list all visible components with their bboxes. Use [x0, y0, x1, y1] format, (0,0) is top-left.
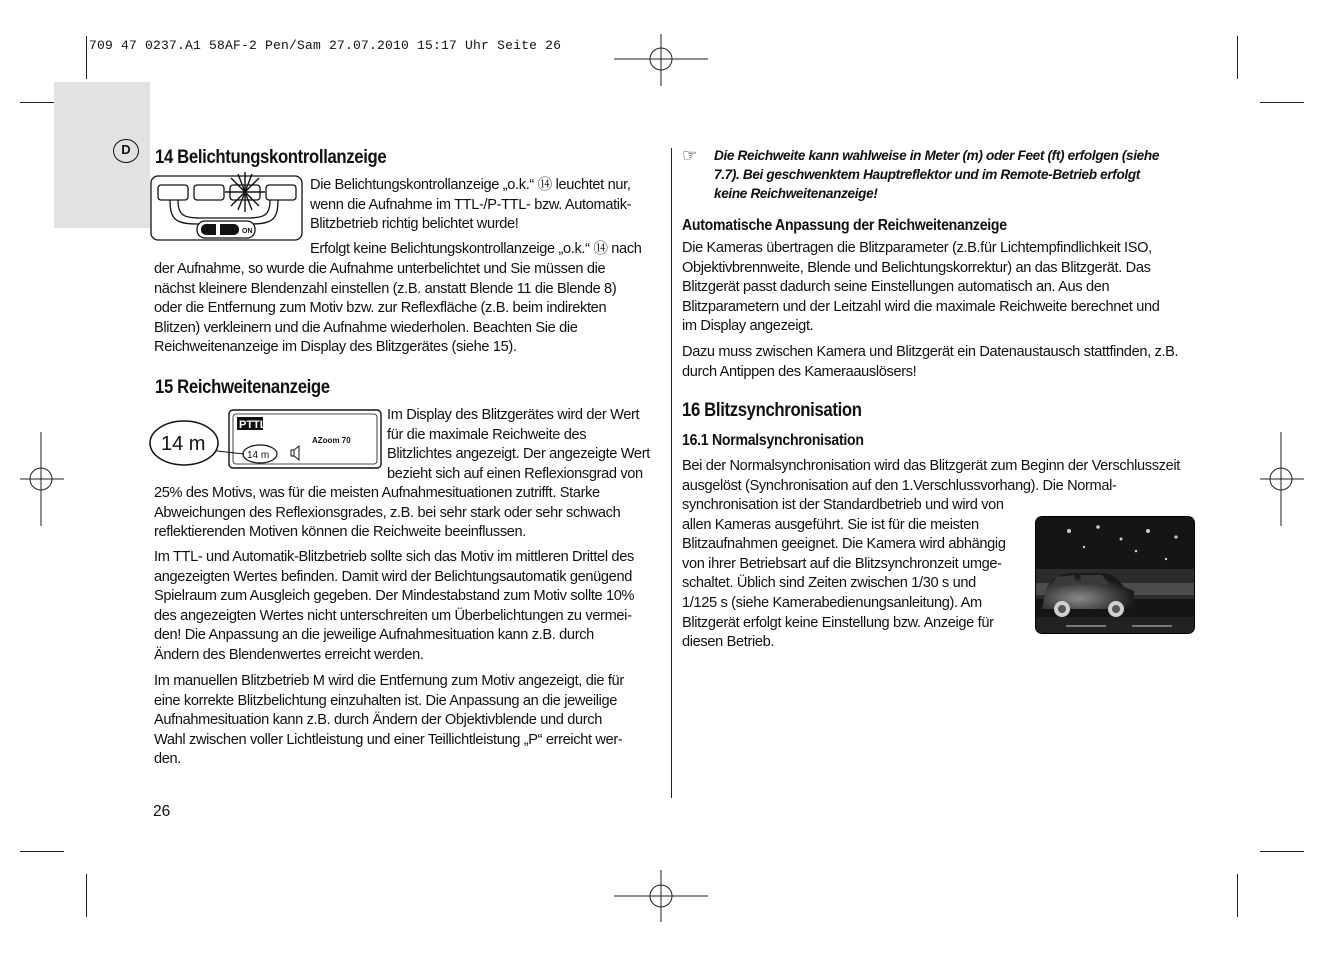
crop-mark — [86, 874, 87, 917]
auto-adjust-paragraph-1 — [682, 239, 1160, 337]
text-line: Dazu muss zwischen Kamera und Blitzgerät ein Datenaustausch stattfinden, z.B. — [682, 344, 1179, 360]
auto-adjust-title: Automatische Anpassung der Reichweitenanzeige — [682, 217, 1007, 234]
text-line: durch Antippen des Kameraauslösers! — [682, 363, 917, 380]
text-line: Blitzparametern und der Leitzahl wird die maximale Reichweite berechnet und — [682, 298, 1160, 315]
text-line: bezieht sich auf einen Reflexionsgrad von — [387, 465, 643, 482]
text-line: Blitzaufnahmen geeignet. Die Kamera wird abhängig — [682, 536, 1006, 553]
text-line: schaltet. Üblich sind Zeiten zwischen 1/30 s und — [682, 575, 976, 592]
range-display-illustration — [148, 408, 384, 470]
page-number: 26 — [153, 803, 171, 820]
text-line: allen Kameras ausgeführt. Sie ist für die meisten — [682, 516, 979, 533]
crop-mark — [1260, 851, 1304, 852]
text-line: für die maximale Reichweite des — [387, 426, 587, 443]
text-line: Abweichungen des Reflexionsgrades, z.B. bei sehr stark oder sehr schwach — [154, 504, 621, 521]
column-divider — [671, 148, 672, 798]
big-range-label: 14 m — [161, 433, 206, 455]
text-line: Blitzgerät erfolgt keine Einstellung bzw. Anzeige für — [682, 614, 994, 631]
print-header: 709 47 0237.A1 58AF-2 Pen/Sam 27.07.2010 15:17 Uhr Seite 26 — [89, 38, 562, 53]
text-line: 7.7). Bei geschwenktem Hauptreflektor und im Remote-Betrieb erfolgt — [714, 167, 1140, 182]
text-line: des angezeigten Wertes nicht unterschreiten um Überbelichtungen zu vermei- — [154, 607, 632, 624]
crop-mark — [20, 851, 64, 852]
section-15-text-right — [387, 406, 650, 484]
text-line: 25% des Motivs, was für die meisten Aufnahmesituationen zutrifft. Starke — [154, 485, 600, 501]
section-14-text-continued — [310, 240, 642, 260]
text-line: Erfolgt keine Belichtungskontrollanzeige „o.k.“ ⑭ nach — [310, 241, 642, 257]
text-line: von ihrer Betriebsart auf die Blitzsynchronzeit umge- — [682, 555, 1002, 572]
text-line: wenn die Aufnahme im TTL-/P-TTL- bzw. Automatik- — [310, 196, 632, 213]
text-line: Wahl zwischen voller Lichtleistung und einer Teillichtleistung „P“ erreicht wer- — [154, 731, 623, 748]
on-label: ON — [242, 228, 253, 235]
pttl-label: PTTL — [239, 419, 267, 431]
text-line: angezeigten Wertes befinden. Damit wird der Belichtungsautomatik genügend — [154, 568, 632, 585]
text-line: Die Belichtungskontrollanzeige „o.k.“ ⑭ leuchtet nur, — [310, 177, 631, 193]
text-line: keine Reichweitenanzeige! — [714, 186, 878, 201]
night-car-photo — [1035, 516, 1195, 634]
crop-mark — [86, 36, 87, 79]
registration-mark — [614, 34, 708, 86]
text-line: Blitzlichtes angezeigt. Der angezeigte Wert — [387, 446, 650, 463]
registration-mark — [20, 432, 64, 526]
language-badge: D — [113, 139, 139, 163]
text-line: Aufnahmesituation kann z.B. durch Ändern der Objektivblende und durch — [154, 712, 603, 729]
section-15-title: 15 Reichweitenanzeige — [155, 377, 330, 398]
text-line: im Display angezeigt. — [682, 318, 814, 335]
small-range-label: 14 m — [247, 450, 270, 461]
text-line: synchronisation ist der Standardbetrieb und wird von — [682, 497, 1004, 513]
registration-mark — [614, 870, 708, 922]
text-line: Blitzen) verkleinern und die Aufnahme wiederholen. Beachten Sie die — [154, 319, 578, 336]
zoom-label: AZoom 70 — [312, 436, 351, 445]
section-14-body — [154, 260, 616, 358]
section-15-body — [154, 484, 620, 543]
text-line: der Aufnahme, so wurde die Aufnahme unterbelichtet und Sie müssen die — [154, 261, 606, 277]
text-line: Im Display des Blitzgerätes wird der Wert — [387, 407, 640, 423]
text-line: Blitzgerät passt dadurch seine Einstellungen automatisch an. Aus den — [682, 279, 1110, 296]
crop-mark — [1237, 36, 1238, 79]
text-line: Im TTL- und Automatik-Blitzbetrieb sollte sich das Motiv im mittleren Drittel des — [154, 549, 634, 565]
text-line: ausgelöst (Synchronisation auf den 1.Verschlussvorhang). Die Normal- — [682, 477, 1117, 494]
text-line: Im manuellen Blitzbetrieb M wird die Entfernung zum Motiv angezeigt, die für — [154, 673, 624, 689]
section-15-paragraph-3 — [154, 672, 624, 770]
section-14-title: 14 Belichtungskontrollanzeige — [155, 147, 387, 168]
pointing-hand-icon: ☞ — [682, 146, 698, 165]
registration-mark — [1260, 432, 1304, 526]
text-line: Ändern des Blendenwertes erreicht werden. — [154, 646, 424, 663]
crop-mark — [1237, 874, 1238, 917]
section-15-paragraph-2 — [154, 548, 634, 666]
section-16-1-body — [682, 496, 1006, 653]
text-line: diesen Betrieb. — [682, 634, 775, 651]
text-line: reflektierenden Motiven können die Reichweite beeinflussen. — [154, 524, 526, 541]
text-line: nächst kleinere Blendenzahl einstellen (z.B. anstatt Blende 11 die Blende 8) — [154, 280, 617, 297]
text-line: Objektivbrennweite, Blende und Belichtungskorrektur) an das Blitzgerät. Das — [682, 259, 1151, 276]
text-line: Die Kameras übertragen die Blitzparameter (z.B.für Lichtempfindlichkeit ISO, — [682, 240, 1152, 256]
text-line: oder die Entfernung zum Motiv bzw. zur Reflexfläche (z.B. beim indirekten — [154, 300, 607, 317]
section-16-1-title: 16.1 Normalsynchronisation — [682, 432, 864, 449]
section-16-title: 16 Blitzsynchronisation — [682, 400, 862, 421]
exposure-control-illustration — [150, 172, 304, 244]
text-line: 1/125 s (siehe Kamerabedienungsanleitung). Am — [682, 594, 982, 611]
text-line: Blitzbetrieb richtig belichtet wurde! — [310, 216, 519, 233]
text-line: Die Reichweite kann wahlweise in Meter (m) oder Feet (ft) erfolgen (siehe — [714, 148, 1160, 163]
text-line: den. — [154, 751, 182, 768]
crop-mark — [1260, 102, 1304, 103]
range-unit-note — [714, 146, 1159, 203]
text-line: Spielraum zum Ausgleich gegeben. Der Mindestabstand zum Motiv sollte 10% — [154, 588, 635, 605]
text-line: Bei der Normalsynchronisation wird das Blitzgerät zum Beginn der Verschlusszeit — [682, 458, 1180, 474]
section-14-text-right — [310, 176, 631, 235]
section-16-1-intro — [682, 457, 1180, 496]
auto-adjust-paragraph-2 — [682, 343, 1178, 382]
text-line: den! Die Anpassung an die jeweilige Aufnahmesituation kann z.B. durch — [154, 627, 594, 644]
text-line: Reichweitenanzeige im Display des Blitzgerätes (siehe 15). — [154, 339, 517, 356]
text-line: eine korrekte Blitzbelichtung einzuhalten ist. Die Anpassung an die jeweilige — [154, 692, 618, 709]
